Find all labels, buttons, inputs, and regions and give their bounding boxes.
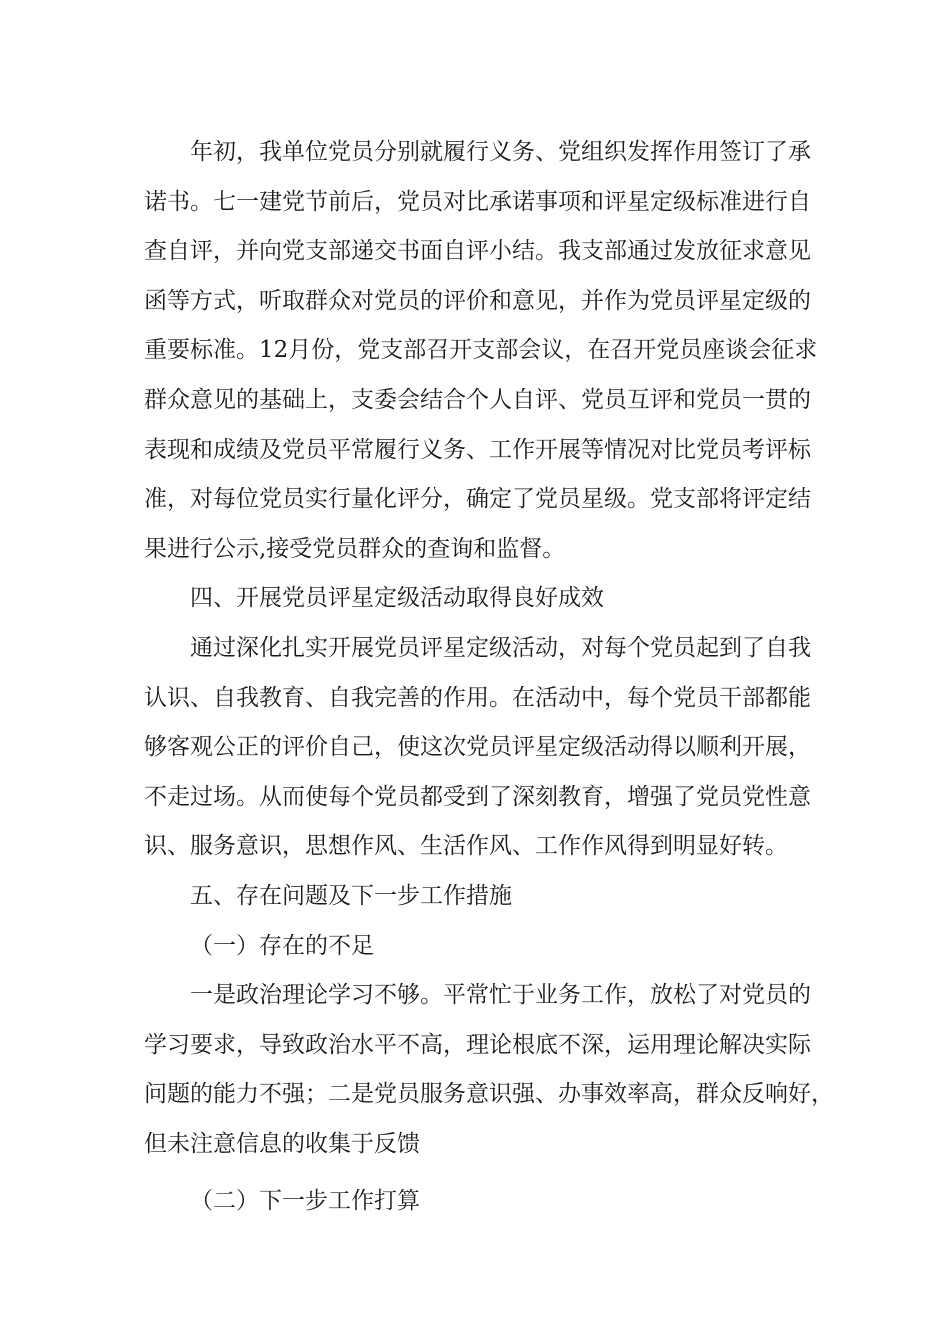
paragraph-line: 一是政治理论学习不够。平常忙于业务工作，放松了对党员的 (190, 982, 811, 1009)
paragraph-line: 诺书。七一建党节前后，党员对比承诺事项和评星定级标准进行自 (144, 188, 811, 215)
paragraph-line: 但未注意信息的收集于反馈 (144, 1130, 420, 1157)
paragraph-line: 认识、自我教育、自我完善的作用。在活动中，每个党员干部都能 (144, 684, 811, 711)
section-heading: 四、开展党员评星定级活动取得良好成效 (190, 585, 604, 612)
subsection-heading: （一）存在的不足 (190, 932, 374, 959)
paragraph-line: 准，对每位党员实行量化评分，确定了党员星级。党支部将评定结 (144, 486, 811, 513)
paragraph-line: 通过深化扎实开展党员评星定级活动，对每个党员起到了自我 (190, 634, 811, 661)
paragraph-line: 识、服务意识，思想作风、生活作风、工作作风得到明显好转。 (144, 833, 788, 860)
paragraph-line: 年初，我单位党员分别就履行义务、党组织发挥作用签订了承 (190, 139, 811, 165)
paragraph-line: 函等方式，听取群众对党员的评价和意见，并作为党员评星定级的 (144, 287, 811, 314)
paragraph-line: 学习要求，导致政治水平不高，理论根底不深，运用理论解决实际 (144, 1031, 811, 1058)
paragraph-line: 查自评，并向党支部递交书面自评小结。我支部通过发放征求意见 (144, 238, 811, 265)
subsection-heading: （二）下一步工作打算 (190, 1188, 420, 1215)
paragraph-line: 不走过场。从而使每个党员都受到了深刻教育，增强了党员党性意 (144, 783, 811, 810)
paragraph-line: 够客观公正的评价自己，使这次党员评星定级活动得以顺利开展， (144, 734, 811, 761)
paragraph-line: 群众意见的基础上，支委会结合个人自评、党员互评和党员一贯的 (144, 386, 811, 413)
paragraph-line: 重要标准。12月份，党支部召开支部会议，在召开党员座谈会征求 (144, 337, 818, 364)
paragraph-line: 问题的能力不强；二是党员服务意识强、办事效率高，群众反响好， (144, 1081, 834, 1108)
section-heading: 五、存在问题及下一步工作措施 (190, 882, 512, 909)
document-body (144, 128, 834, 1227)
paragraph-line: 表现和成绩及党员平常履行义务、工作开展等情况对比党员考评标 (144, 436, 811, 463)
paragraph-line: 果进行公示,接受党员群众的查询和监督。 (144, 535, 566, 562)
